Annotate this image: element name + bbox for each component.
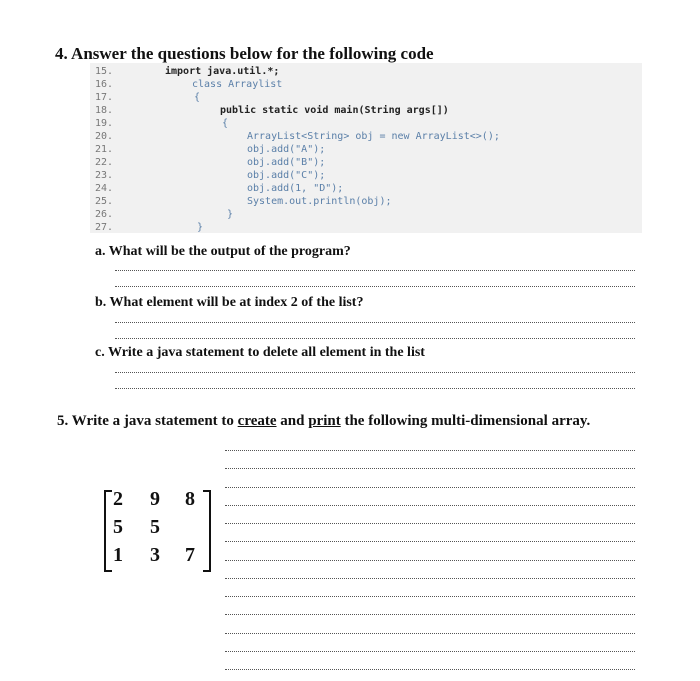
answer-line bbox=[115, 338, 635, 339]
matrix-cell: 5 bbox=[150, 516, 160, 538]
q5-create: create bbox=[237, 413, 277, 429]
question-4b: b. What element will be at index 2 of the list? bbox=[95, 295, 364, 310]
line-number: 27. bbox=[95, 222, 114, 233]
answer-line bbox=[115, 286, 635, 287]
matrix-cell: 3 bbox=[150, 544, 160, 566]
answer-line bbox=[115, 388, 635, 389]
line-number: 16. bbox=[95, 79, 114, 90]
matrix-cell: 8 bbox=[185, 488, 195, 510]
q5-prefix: 5. Write a java statement to bbox=[57, 413, 238, 429]
answer-line bbox=[225, 541, 635, 542]
matrix-cell: 5 bbox=[113, 516, 123, 538]
matrix-right-bracket bbox=[203, 490, 211, 572]
matrix-cell: 1 bbox=[113, 544, 123, 566]
answer-line bbox=[225, 651, 635, 652]
line-number: 20. bbox=[95, 131, 114, 142]
answer-line bbox=[225, 505, 635, 506]
line-number: 25. bbox=[95, 196, 114, 207]
code-line: obj.add("B"); bbox=[247, 157, 326, 168]
line-number: 17. bbox=[95, 92, 114, 103]
answer-line bbox=[225, 450, 635, 451]
code-line: System.out.println(obj); bbox=[247, 196, 392, 207]
code-line: ArrayList<String> obj = new ArrayList<>(); bbox=[247, 131, 500, 142]
answer-line bbox=[225, 523, 635, 524]
answer-line bbox=[225, 468, 635, 469]
q5-print: print bbox=[308, 413, 341, 429]
code-line: obj.add("C"); bbox=[247, 170, 326, 181]
answer-line bbox=[115, 372, 635, 373]
answer-line bbox=[225, 578, 635, 579]
answer-line bbox=[225, 614, 635, 615]
code-line: { bbox=[222, 118, 229, 129]
matrix-cell: 9 bbox=[150, 488, 160, 510]
code-block bbox=[90, 63, 642, 233]
code-line: } bbox=[227, 209, 234, 220]
code-line: import java.util.*; bbox=[165, 66, 280, 77]
line-number: 15. bbox=[95, 66, 114, 77]
answer-line bbox=[225, 487, 635, 488]
line-number: 19. bbox=[95, 118, 114, 129]
q5-suffix: the following multi-dimensional array. bbox=[340, 413, 591, 429]
question-5-heading bbox=[57, 413, 590, 430]
q5-and: and bbox=[276, 413, 309, 429]
answer-line bbox=[225, 633, 635, 634]
line-number: 18. bbox=[95, 105, 114, 116]
question-4a: a. What will be the output of the program? bbox=[95, 244, 351, 259]
answer-line bbox=[115, 322, 635, 323]
line-number: 23. bbox=[95, 170, 114, 181]
answer-line bbox=[225, 560, 635, 561]
question-4-heading: 4. Answer the questions below for the following code bbox=[55, 44, 434, 63]
code-line: obj.add(1, "D"); bbox=[247, 183, 344, 194]
question-4c: c. Write a java statement to delete all element in the list bbox=[95, 345, 425, 360]
answer-line bbox=[115, 270, 635, 271]
answer-line bbox=[225, 669, 635, 670]
answer-line bbox=[225, 596, 635, 597]
code-line: class Arraylist bbox=[192, 79, 283, 90]
matrix-cell: 7 bbox=[185, 544, 195, 566]
code-line: public static void main(String args[]) bbox=[220, 105, 449, 116]
matrix-cell: 2 bbox=[113, 488, 123, 510]
line-number: 21. bbox=[95, 144, 114, 155]
line-number: 22. bbox=[95, 157, 114, 168]
line-number: 24. bbox=[95, 183, 114, 194]
code-line: obj.add("A"); bbox=[247, 144, 326, 155]
code-line: { bbox=[194, 92, 201, 103]
line-number: 26. bbox=[95, 209, 114, 220]
code-line: } bbox=[197, 222, 204, 233]
